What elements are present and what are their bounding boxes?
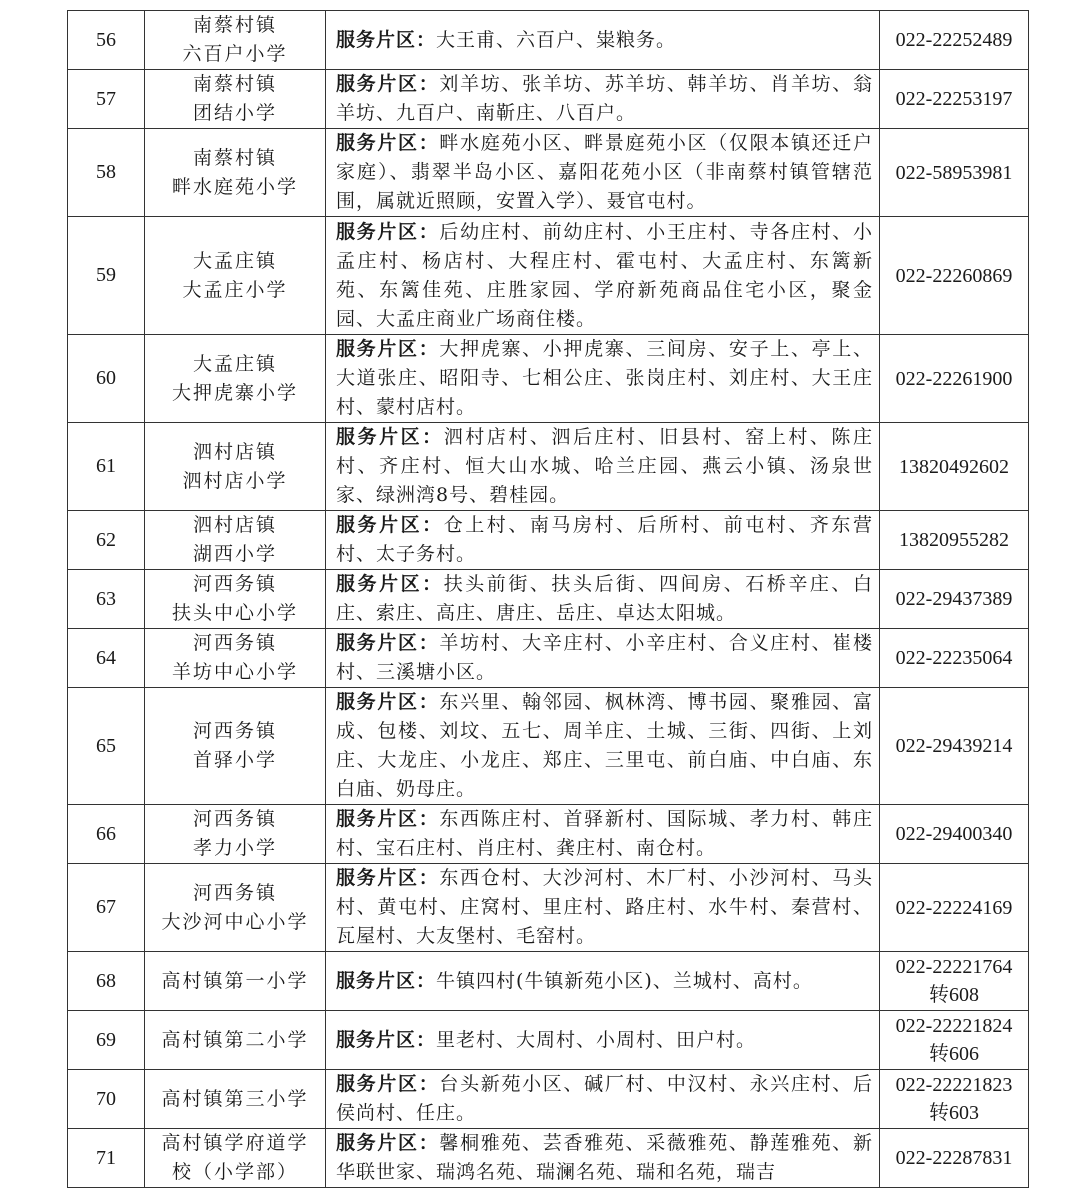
service-area-label: 服务片区： [336, 1028, 437, 1051]
phone-line: 022-22260869 [895, 264, 1013, 287]
school-name [145, 952, 326, 1011]
phone-line: 022-22221823 [895, 1074, 1013, 1096]
school-name-line: 南蔡村镇 [192, 73, 277, 95]
phone-number [880, 70, 1029, 129]
school-name [145, 1070, 326, 1129]
school-name-line: 首驿小学 [192, 749, 277, 771]
table-row [68, 1129, 1029, 1188]
school-name [145, 70, 326, 129]
school-name-line: 河西务镇 [192, 632, 277, 654]
table-row [68, 805, 1029, 864]
school-name-line: 大孟庄镇 [192, 352, 277, 375]
phone-number [880, 805, 1029, 864]
table-row [68, 1070, 1029, 1129]
school-name-line: 河西务镇 [192, 573, 277, 595]
school-name [145, 335, 326, 423]
phone-line: 13820492602 [899, 455, 1009, 478]
school-name [145, 217, 326, 335]
row-number: 68 [68, 952, 145, 1011]
phone-line: 022-29400340 [895, 823, 1013, 845]
service-area-label: 服务片区： [336, 28, 437, 51]
table-row [68, 217, 1029, 335]
phone-line: 022-22252489 [895, 29, 1013, 51]
row-number: 71 [68, 1129, 145, 1188]
phone-line: 022-58953981 [895, 161, 1013, 184]
phone-number [880, 1129, 1029, 1188]
service-area [326, 688, 880, 805]
row-number: 60 [68, 335, 145, 423]
school-name [145, 1129, 326, 1188]
table-row [68, 70, 1029, 129]
phone-number [880, 952, 1029, 1011]
phone-line: 022-22224169 [895, 896, 1013, 919]
school-name-line: 湖西小学 [192, 543, 277, 565]
service-area-text: 羊坊村、大辛庄村、小辛庄村、合义庄村、崔楼村、三溪塘小区。 [336, 632, 873, 683]
phone-number [880, 511, 1029, 570]
phone-number [880, 423, 1029, 511]
school-name-line: 大孟庄镇 [192, 249, 277, 272]
school-name-line: 南蔡村镇 [192, 14, 277, 36]
phone-number [880, 11, 1029, 70]
row-number: 58 [68, 129, 145, 217]
school-name-line: 大押虎寨小学 [171, 381, 298, 404]
school-name-line: 高村镇学府道学 [161, 1132, 309, 1154]
row-number: 70 [68, 1070, 145, 1129]
table-row [68, 1011, 1029, 1070]
school-name-line: 河西务镇 [192, 808, 277, 830]
service-area [326, 217, 880, 335]
service-area [326, 864, 880, 952]
phone-line: 转608 [929, 984, 979, 1006]
school-name [145, 864, 326, 952]
school-name [145, 805, 326, 864]
school-name-line: 孝力小学 [192, 837, 277, 859]
phone-line: 022-29439214 [895, 735, 1013, 757]
phone-line: 022-22253197 [895, 88, 1013, 110]
phone-line: 022-22235064 [895, 647, 1013, 669]
school-name-line: 南蔡村镇 [192, 146, 277, 169]
school-name-line: 校（小学部） [171, 1161, 298, 1183]
service-area [326, 952, 880, 1011]
school-name [145, 11, 326, 70]
table-row [68, 129, 1029, 217]
school-name [145, 570, 326, 629]
service-area-label: 服务片区： [336, 573, 444, 595]
service-area-text: 大王甫、六百户、粜粮务。 [436, 28, 677, 51]
service-area [326, 335, 880, 423]
school-name-line: 河西务镇 [192, 720, 277, 742]
row-number: 64 [68, 629, 145, 688]
service-area-text: 台头新苑小区、碱厂村、中汉村、永兴庄村、后侯尚村、任庄。 [336, 1073, 873, 1124]
service-area-text: 畔水庭苑小区、畔景庭苑小区（仅限本镇还迁户家庭）、翡翠半岛小区、嘉阳花苑小区（非南蔡村镇管辖范围，属就近照顾，安置入学）、聂官屯村。 [336, 132, 873, 212]
service-area [326, 70, 880, 129]
row-number: 61 [68, 423, 145, 511]
service-area [326, 629, 880, 688]
service-area-label: 服务片区： [336, 338, 440, 360]
service-area-text: 牛镇四村(牛镇新苑小区)、兰城村、高村。 [436, 969, 813, 992]
service-area-text: 大押虎寨、小押虎寨、三间房、安子上、亭上、大道张庄、昭阳寺、七相公庄、张岗庄村、刘庄村、大王庄村、蒙村店村。 [336, 338, 873, 418]
service-area-label: 服务片区： [336, 73, 440, 95]
service-area [326, 1070, 880, 1129]
school-name-line: 河西务镇 [192, 881, 277, 904]
service-area-text: 里老村、大周村、小周村、田户村。 [436, 1028, 757, 1051]
phone-number [880, 1011, 1029, 1070]
service-area [326, 805, 880, 864]
school-name-line: 团结小学 [192, 102, 277, 124]
school-name-line: 扶头中心小学 [171, 602, 298, 624]
service-area [326, 129, 880, 217]
school-name-line: 大孟庄小学 [182, 278, 288, 301]
table-row [68, 629, 1029, 688]
row-number: 62 [68, 511, 145, 570]
service-area-text: 东兴里、翰邻园、枫林湾、博书园、聚雅园、富成、包楼、刘坟、五七、周羊庄、土城、三街、四街、上刘庄、大龙庄、小龙庄、郑庄、三里屯、前白庙、中白庙、东白庙、奶母庄。 [336, 691, 873, 800]
service-area-label: 服务片区： [336, 691, 440, 713]
school-name-line: 高村镇第三小学 [161, 1087, 309, 1110]
service-area [326, 1129, 880, 1188]
service-area-text: 泗村店村、泗后庄村、旧县村、窑上村、陈庄村、齐庄村、恒大山水城、哈兰庄园、燕云小镇、汤泉世家、绿洲湾8号、碧桂园。 [336, 426, 873, 506]
school-name [145, 1011, 326, 1070]
service-area-label: 服务片区： [336, 867, 440, 889]
table-row [68, 952, 1029, 1011]
table-row [68, 423, 1029, 511]
phone-number [880, 688, 1029, 805]
school-name-line: 大沙河中心小学 [161, 910, 309, 933]
phone-line: 022-22287831 [895, 1147, 1013, 1169]
service-area-label: 服务片区： [336, 969, 437, 992]
service-area [326, 511, 880, 570]
table-row [68, 570, 1029, 629]
service-area-text: 东西仓村、大沙河村、木厂村、小沙河村、马头村、黄屯村、庄窝村、里庄村、路庄村、水牛村、秦营村、瓦屋村、大友堡村、毛窑村。 [336, 867, 873, 947]
school-name-line: 高村镇第一小学 [161, 969, 309, 992]
row-number: 69 [68, 1011, 145, 1070]
phone-line: 022-22221764 [895, 956, 1013, 978]
phone-line: 022-22221824 [895, 1015, 1013, 1037]
service-area-label: 服务片区： [336, 632, 440, 654]
phone-line: 转603 [929, 1102, 979, 1124]
school-name [145, 129, 326, 217]
service-area [326, 11, 880, 70]
school-name-line: 泗村店小学 [182, 469, 288, 492]
table-row [68, 511, 1029, 570]
service-area-label: 服务片区： [336, 426, 444, 448]
table-row [68, 335, 1029, 423]
school-name [145, 423, 326, 511]
service-area-text: 刘羊坊、张羊坊、苏羊坊、韩羊坊、肖羊坊、翁羊坊、九百户、南靳庄、八百户。 [336, 73, 873, 124]
school-name [145, 688, 326, 805]
service-area-text: 仓上村、南马房村、后所村、前屯村、齐东营村、太子务村。 [336, 514, 873, 565]
phone-number [880, 864, 1029, 952]
school-name-line: 高村镇第二小学 [161, 1028, 309, 1051]
row-number: 63 [68, 570, 145, 629]
phone-line: 13820955282 [899, 529, 1009, 551]
service-area-text: 馨桐雅苑、芸香雅苑、采薇雅苑、静莲雅苑、新华联世家、瑞鸿名苑、瑞澜名苑、瑞和名苑，瑞吉 [336, 1132, 873, 1183]
service-area [326, 1011, 880, 1070]
phone-number [880, 129, 1029, 217]
service-area-label: 服务片区： [336, 1132, 440, 1154]
school-name-line: 泗村店镇 [192, 514, 277, 536]
service-area-text: 后幼庄村、前幼庄村、小王庄村、寺各庄村、小孟庄村、杨店村、大程庄村、霍屯村、大孟庄村、东篱新苑、东篱佳苑、庄胜家园、学府新苑商品住宅小区，聚金园、大孟庄商业广场商住楼。 [336, 220, 873, 330]
service-area-text: 东西陈庄村、首驿新村、国际城、孝力村、韩庄村、宝石庄村、肖庄村、龚庄村、南仓村。 [336, 808, 873, 859]
phone-number [880, 1070, 1029, 1129]
phone-number [880, 217, 1029, 335]
table-row [68, 11, 1029, 70]
service-area [326, 570, 880, 629]
service-area-text: 扶头前街、扶头后街、四间房、石桥辛庄、白庄、索庄、高庄、唐庄、岳庄、卓达太阳城。 [336, 573, 873, 624]
school-name-line: 六百户小学 [182, 43, 288, 65]
phone-number [880, 570, 1029, 629]
row-number: 57 [68, 70, 145, 129]
row-number: 66 [68, 805, 145, 864]
school-name [145, 511, 326, 570]
service-area-label: 服务片区： [336, 514, 444, 536]
school-district-table [67, 10, 1029, 1188]
row-number: 59 [68, 217, 145, 335]
phone-line: 转606 [929, 1043, 979, 1065]
phone-line: 022-22261900 [895, 367, 1013, 390]
phone-line: 022-29437389 [895, 588, 1013, 610]
school-name [145, 629, 326, 688]
table-row [68, 688, 1029, 805]
row-number: 56 [68, 11, 145, 70]
school-name-line: 泗村店镇 [192, 440, 277, 463]
service-area-label: 服务片区： [336, 132, 440, 154]
table-row [68, 864, 1029, 952]
school-name-line: 羊坊中心小学 [171, 661, 298, 683]
service-area-label: 服务片区： [336, 220, 440, 243]
row-number: 67 [68, 864, 145, 952]
row-number: 65 [68, 688, 145, 805]
service-area-label: 服务片区： [336, 808, 440, 830]
service-area-label: 服务片区： [336, 1073, 440, 1095]
table-body [68, 11, 1029, 1188]
phone-number [880, 629, 1029, 688]
service-area [326, 423, 880, 511]
phone-number [880, 335, 1029, 423]
school-name-line: 畔水庭苑小学 [171, 175, 298, 198]
